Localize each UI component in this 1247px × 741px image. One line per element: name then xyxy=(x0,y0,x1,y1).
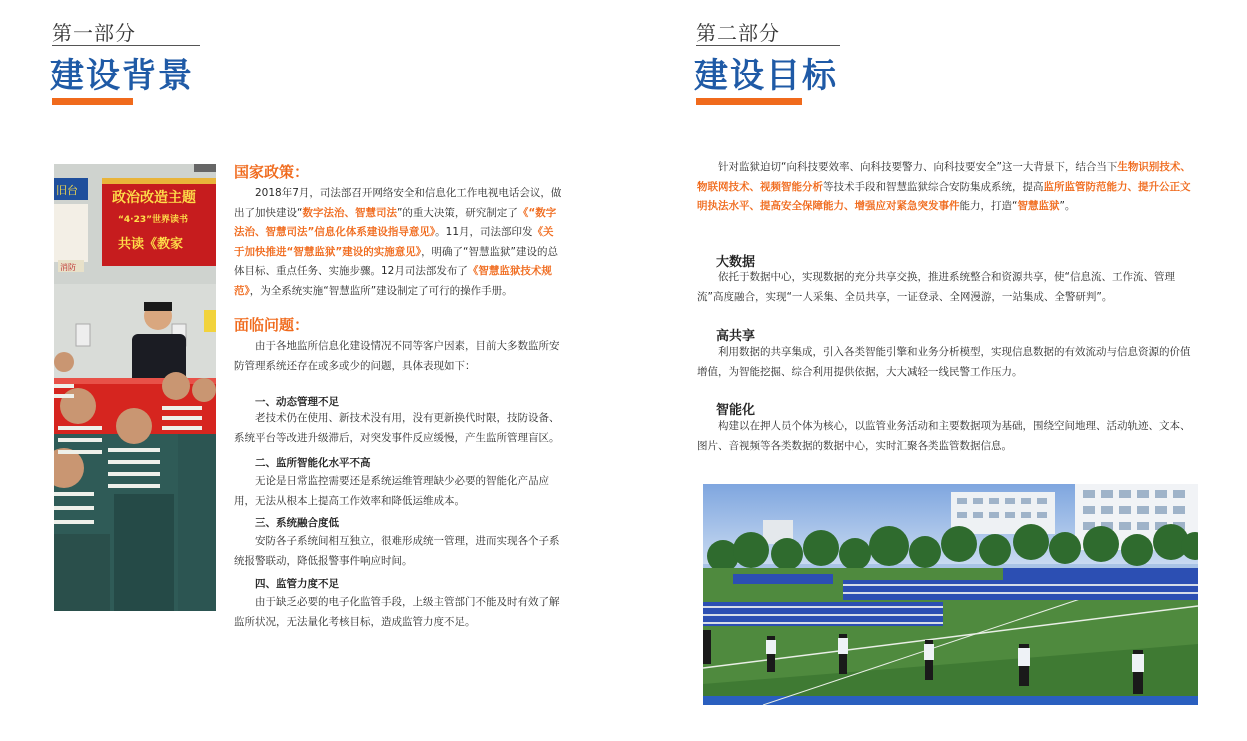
goal-text: 依托于数据中心，实现数据的充分共享交换，推进系统整合和资源共享，使“信息流、工作流、管理流”高度融合，实现“一人采集、全员共享，一证登录、全网漫游，一站集成、全警研判”。 xyxy=(697,271,1175,303)
goals-intro xyxy=(697,158,1195,217)
problem-title: 三、系统融合度低 xyxy=(255,517,339,529)
goal-text: 构建以在押人员个体为核心，以监管业务活动和主要数据项为基础，围绕空间地理、活动轨迹、文本、图片、音视频等各类数据的数据中心，实时汇聚各类监管数据信息。 xyxy=(697,420,1191,452)
field-assembly-photo xyxy=(703,484,1198,705)
intro-seg-hl: 智慧监狱 xyxy=(1017,200,1060,212)
goal-text: 利用数据的共享集成，引入各类智能引擎和业务分析模型，实现信息数据的有效流动与信息资源的价值增值，为智能挖掘、综合利用提供依据，大大减轻一线民警工作压力。 xyxy=(697,346,1191,378)
policy-seg: 2018年7月，司法部召开网络安全和信息化工作电视电话会议，做出了加快建设“ xyxy=(234,187,562,219)
goal-title: 大数据 xyxy=(716,255,756,270)
policy-heading: 国家政策： xyxy=(234,163,310,181)
policy-seg-hl: 《智慧监狱技术规范》 xyxy=(234,265,552,297)
banner-line-2: “4·23”世界读书 xyxy=(118,215,189,225)
problem-title: 四、监管力度不足 xyxy=(255,578,339,590)
classroom-illustration xyxy=(54,164,216,611)
policy-seg: 。11月，司法部印发 xyxy=(435,226,533,238)
problem-text: 安防各子系统间相互独立，很难形成统一管理，进而实现各个子系统报警联动，降低报警事件响应时间。 xyxy=(234,535,560,567)
sign-left: 旧台 xyxy=(56,184,78,197)
problems-heading: 面临问题： xyxy=(234,316,310,334)
policy-paragraph xyxy=(234,184,562,301)
policy-seg: ”的重大决策，研究制定了 xyxy=(396,206,518,219)
problem-text: 老技术仍在使用、新技术没有用，没有更新换代时限，技防设备、系统平台等改进升级滞后，对突发事件反应缓慢，产生监所管理盲区。 xyxy=(234,412,560,444)
right-section-title: 建设目标 xyxy=(694,56,838,96)
intro-seg: 等技术手段和智慧监狱综合安防集成系统，提高 xyxy=(823,180,1044,193)
intro-seg: 针对监狱迫切“向科技要效率、向科技要警力、向科技要安全”这一大背景下，结合当下 xyxy=(718,161,1118,173)
left-part-label: 第一部分 xyxy=(52,21,136,45)
left-part-rule xyxy=(52,45,200,46)
right-part-label: 第二部分 xyxy=(696,21,780,45)
intro-seg: 能力，打造“ xyxy=(959,200,1018,212)
goal-title: 高共享 xyxy=(716,329,756,344)
right-part-rule xyxy=(696,45,840,46)
banner-line-3: 共读《教家 xyxy=(118,237,184,252)
left-section-title: 建设背景 xyxy=(50,56,194,96)
field-illustration xyxy=(703,484,1198,705)
policy-seg-hl: 《关于加快推进“智慧监狱”建设的实施意见》 xyxy=(234,226,554,258)
problem-text: 由于缺乏必要的电子化监管手段，上级主管部门不能及时有效了解监所状况，无法量化考核目标，造成监管力度不足。 xyxy=(234,596,560,628)
problem-text: 无论是日常监控需要还是系统运维管理缺少必要的智能化产品应用，无法从根本上提高工作效率和降低运维成本。 xyxy=(234,475,549,507)
goal-title: 智能化 xyxy=(716,403,756,418)
policy-seg-hl: 数字法治、智慧司法 xyxy=(302,206,397,219)
intro-seg-hl: 监所监管防范能力、提升公正文明执法水平、提高安全保障能力、增强应对紧急突发事件 xyxy=(697,180,1191,212)
intro-seg: ”。 xyxy=(1059,200,1076,212)
sign-bottom: 消防 xyxy=(60,263,76,272)
policy-seg: ，明确了“智慧监狱”建设的总体目标、重点任务、实施步骤。12月司法部发布了 xyxy=(234,245,558,277)
policy-seg: ，为全系统实施“智慧监所”建设制定了可行的操作手册。 xyxy=(249,284,513,297)
problem-title: 一、动态管理不足 xyxy=(255,396,339,408)
policy-seg-hl: 《“数字法治、智慧司法”信息化体系建设指导意见》 xyxy=(234,206,557,238)
problems-intro: 由于各地监所信息化建设情况不同等客户因素，目前大多数监所安防管理系统还存在或多或少的问题，具体表现如下： xyxy=(234,340,560,372)
problem-title: 二、监所智能化水平不高 xyxy=(255,457,371,469)
left-title-underline xyxy=(52,98,133,105)
intro-seg-hl: 生物识别技术、物联网技术、视频智能分析 xyxy=(697,161,1191,193)
banner-line-1: 政治改造主题 xyxy=(112,190,196,206)
right-title-underline xyxy=(696,98,802,105)
classroom-photo xyxy=(54,164,216,611)
